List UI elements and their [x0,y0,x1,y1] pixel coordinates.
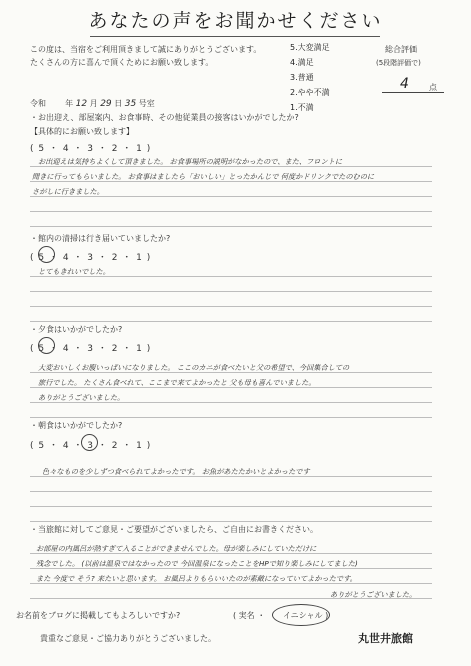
intro-line-2: たくさんの方に喜んで頂くためにお願い致します。 [30,58,214,67]
real-name-label: 実名 [238,611,255,620]
initial-label: イニシャル [283,611,323,620]
era: 令和 [30,99,46,108]
room-value: 35 [124,99,137,109]
legend-item: 5.大変満足 [290,43,330,52]
selected-rating-dinner [38,337,55,354]
footer-thanks: 貴重なご意見・ご協力ありがとうございました。 [40,634,216,643]
answer-dinner-line-2: 旅行でした。 たくさん食べれて、ここまで来てよかったと 父も母も喜んでいました。 [38,378,316,387]
answer-feedback-line-4: ありがとうございました。 [330,590,417,599]
day-label: 日 [114,99,123,108]
rating-scale-dinner: ( 5 ・ 4 ・ 3 ・ 2 ・ 1 ) [30,344,152,354]
question-service-sub: 【具体的にお願い致します】 [30,127,134,136]
year-label: 年 [65,99,74,108]
answer-dinner-line-3: ありがとうございました。 [38,393,125,402]
month-value: 12 [75,99,88,109]
title-underline [90,36,380,37]
selected-rating-breakfast [81,434,98,451]
blog-question: お名前をブログに掲載してもよろしいですか? [16,611,181,620]
answer-breakfast-line-1: 色々なものを少しずつ食べられてよかったです。 お魚があたたかいとよかったです [42,467,310,476]
answer-cleaning-line-1: とてもきれいでした。 [38,267,110,276]
answer-feedback-line-2: 残念でした。 (以前は温泉ではなかったので 今回温泉になったことをHPで知り楽しみにしてました) [36,559,358,568]
question-feedback: ・当旅館に対してご意見・ご要望がございましたら、ご自由にお書きください。 [30,525,318,534]
answer-feedback-line-1: お部屋の内風呂が熱すぎて入ることができませんでした。母が楽しみにしていただけに [36,544,317,553]
date-row [30,98,155,109]
day-value: 29 [100,99,112,109]
selected-blog-option [272,604,330,626]
overall-sub: (5段階評価で) [376,59,421,67]
ryokan-name: 丸世井旅館 [358,632,413,645]
question-cleaning: ・館内の清掃は行き届いていましたか? [30,234,171,243]
legend-item: 4.満足 [290,58,314,67]
blog-option-real-name: ( 実名 ・ [233,611,268,620]
month-label: 月 [89,99,98,108]
answer-service-line-1: お出迎えは気持ちよくして頂きました。 お食事場所の説明がなかったので、また、フロントに [38,157,343,166]
rating-legend [290,40,330,115]
blog-option-initial: イニシャル ) [283,611,329,620]
answer-feedback-line-3: また 今度で そう? 来たいと思います。 お風呂よりもらいいたのが素敵になっていてよかったです。 [36,574,357,583]
answer-service-line-2: 聞きに行ってもらいました。 お食事はましたら「おいしい」とったかんじで 何度かドリンクでたのむのに [32,172,375,181]
question-dinner: ・夕食はいかがでしたか? [30,325,123,334]
legend-item: 2.やや不満 [290,88,330,97]
rating-scale-breakfast: ( 5 ・ 4 ・ 3 ・ 2 ・ 1 ) [30,441,152,451]
question-breakfast: ・朝食はいかがでしたか? [30,421,123,430]
legend-item: 3.普通 [290,73,314,82]
question-service: ・お出迎え、部屋案内、お食事時、その他従業員の接客はいかがでしたか? [30,113,299,122]
overall-score-unit: 点 [429,83,437,92]
rating-scale-cleaning: ( 5 ・ 4 ・ 3 ・ 2 ・ 1 ) [30,253,152,263]
page-title: あなたの声をお聞かせください [88,10,383,32]
legend-item: 1.不満 [290,103,314,112]
overall-label: 総合評価 [385,45,417,54]
answer-dinner-line-1: 大変おいしくお腹いっぱいになりました。 ここのカニが食べたいと父の希望で、今回集合しての [38,363,350,372]
room-label: 号室 [138,99,155,108]
intro-line-1: この度は、当宿をご利用頂きまして誠にありがとうございます。 [30,45,262,54]
answer-service-line-3: さがしに行きました。 [32,187,104,196]
overall-score-underline [382,92,444,93]
selected-rating-cleaning [38,246,55,263]
overall-score-value: 4 [400,76,409,92]
rating-scale-service: ( 5 ・ 4 ・ 3 ・ 2 ・ 1 ) [30,144,152,154]
